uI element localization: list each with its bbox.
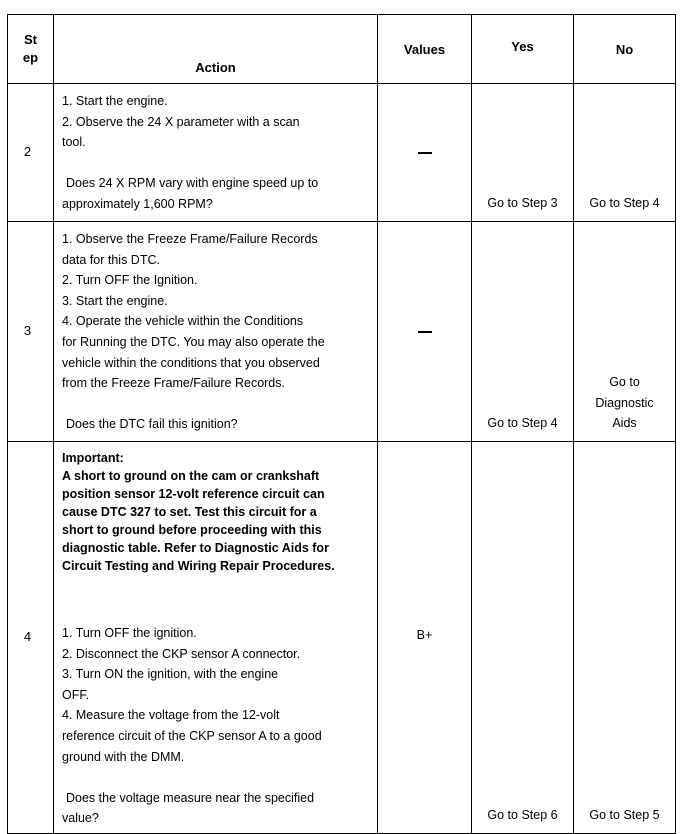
diagnostic-table (7, 14, 676, 834)
header-values: Values (378, 15, 472, 84)
action-cell (54, 442, 378, 834)
action-line: data for this DTC. (62, 252, 160, 267)
action-cell (54, 222, 378, 442)
action-cell (54, 84, 378, 222)
action-line: 2. Observe the 24 X parameter with a scan (62, 114, 300, 129)
action-line: 3. Start the engine. (62, 293, 168, 308)
value-cell (378, 84, 472, 222)
table-row-step-4 (8, 442, 676, 834)
header-action: Action (54, 15, 378, 84)
question-line: Does 24 X RPM vary with engine speed up to (66, 176, 319, 191)
important-line: short to ground before proceeding with this (62, 523, 322, 537)
question-line: value? (62, 811, 99, 826)
action-line: tool. (62, 135, 86, 150)
action-line: 2. Disconnect the CKP sensor A connector. (62, 646, 301, 661)
no-link[interactable] (574, 222, 676, 442)
action-line: OFF. (62, 687, 90, 702)
header-step-line1: St (24, 32, 37, 47)
action-line: ground with the DMM. (62, 749, 185, 764)
important-line: position sensor 12-volt reference circuit can (62, 487, 325, 501)
value-cell (378, 222, 472, 442)
action-line: 1. Observe the Freeze Frame/Failure Records (62, 232, 318, 246)
no-link-line: Diagnostic (595, 395, 654, 410)
header-yes: Yes (472, 15, 574, 84)
table-row-step-2 (8, 84, 676, 222)
action-line: 3. Turn ON the ignition, with the engine (62, 667, 279, 682)
action-line: 4. Measure the voltage from the 12-volt (62, 708, 280, 723)
action-line: 1. Turn OFF the ignition. (62, 626, 197, 640)
header-step (8, 15, 54, 84)
important-line: Circuit Testing and Wiring Repair Procedures. (62, 559, 335, 573)
action-line: 2. Turn OFF the Ignition. (62, 273, 198, 288)
no-link-line: Go to (609, 375, 640, 390)
value-cell: B+ (378, 442, 472, 834)
yes-link[interactable]: Go to Step 3 (472, 84, 574, 222)
value-dash (418, 152, 432, 154)
header-row (8, 15, 676, 84)
no-link[interactable]: Go to Step 5 (574, 442, 676, 834)
no-link[interactable]: Go to Step 4 (574, 84, 676, 222)
important-line: cause DTC 327 to set. Test this circuit for a (62, 505, 317, 519)
yes-link[interactable]: Go to Step 4 (472, 222, 574, 442)
question-line: Does the voltage measure near the specified (66, 790, 315, 805)
step-number: 2 (8, 84, 54, 222)
question-line: Does the DTC fail this ignition? (66, 417, 238, 432)
action-line: vehicle within the conditions that you observed (62, 355, 320, 370)
table-row-step-3 (8, 222, 676, 442)
important-line: diagnostic table. Refer to Diagnostic Aids for (62, 541, 329, 555)
value-dash (418, 331, 432, 333)
header-step-line2: ep (22, 50, 39, 65)
step-number: 4 (8, 442, 54, 834)
action-line: for Running the DTC. You may also operate the (62, 334, 325, 349)
question-line: approximately 1,600 RPM? (62, 196, 213, 211)
important-line: A short to ground on the cam or crankshaft (62, 469, 320, 483)
action-line: 4. Operate the vehicle within the Conditions (62, 314, 304, 329)
no-link-line: Aids (612, 416, 637, 431)
step-number: 3 (8, 222, 54, 442)
action-line: from the Freeze Frame/Failure Records. (62, 376, 285, 391)
action-line: 1. Start the engine. (62, 94, 168, 108)
action-line: reference circuit of the CKP sensor A to a good (62, 728, 322, 743)
important-title: Important: (62, 451, 124, 465)
yes-link[interactable]: Go to Step 6 (472, 442, 574, 834)
header-no: No (574, 15, 676, 84)
